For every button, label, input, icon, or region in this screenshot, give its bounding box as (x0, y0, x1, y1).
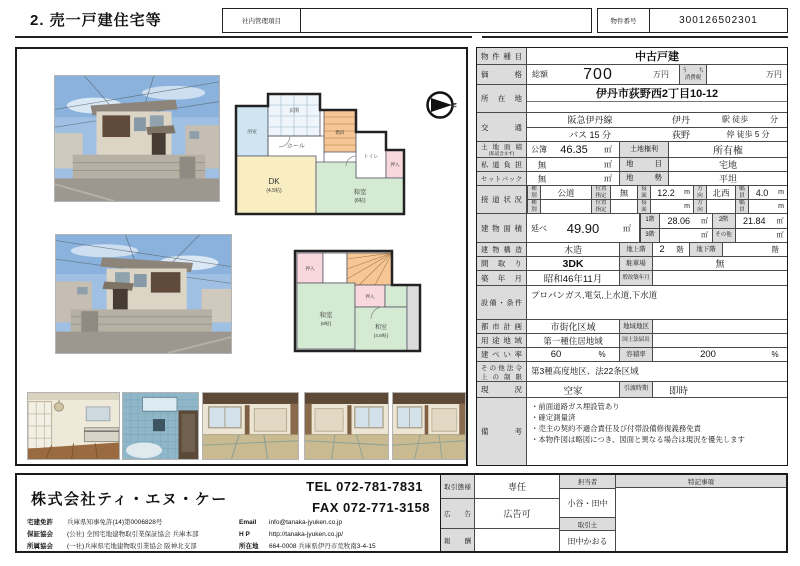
floors-above-value: 2 (659, 244, 665, 255)
building-area-unit: ㎡ (623, 223, 631, 233)
road-kind-label-2: 種別 (527, 200, 541, 213)
remarks-body (527, 398, 787, 465)
shozoku-value: (一社)兵庫県宅地建物取引業協会 阪神北支部 (67, 543, 197, 551)
status-value: 空家 (563, 385, 583, 397)
floor2-unit: ㎡ (776, 217, 784, 225)
floor2-label: 2階 (712, 214, 736, 228)
row-property-type (477, 48, 787, 64)
floor-other-value (736, 229, 774, 243)
row-setback (477, 171, 787, 185)
price-label: 価格 (477, 65, 527, 84)
company-tel: TEL 072-781-7831 (306, 479, 424, 494)
hosho-value: (公社) 全国宅地建物取引業保証協会 兵庫本部 (67, 531, 199, 539)
floor1-label: 1階 (640, 214, 660, 228)
room-label-closet: 押入 (390, 162, 400, 167)
access-station: 伊丹 (671, 115, 690, 126)
other-law-label: その他法令 上の制限 (477, 362, 527, 381)
building-area-nobe: 延べ (531, 223, 547, 233)
road-face-value-2 (651, 200, 681, 213)
property-number-box (597, 8, 788, 33)
road-kind-value: 公道 (557, 187, 575, 198)
company-fax: FAX 072-771-3158 (312, 499, 430, 515)
office-address-value: 664-0008 兵庫県伊丹市荒牧南3-4-15 (269, 543, 376, 551)
room-label-washitsu-45: 和室 (374, 325, 388, 331)
floor3-value (660, 229, 698, 243)
room-label-washitsu-45-size: (4.5帖) (373, 334, 389, 339)
building-area-label: 建物面積 (477, 214, 527, 242)
road-direction-label-2: 方向 (693, 200, 707, 213)
road-width-value-2 (749, 200, 775, 213)
equipment-label: 設備・条件 (477, 286, 527, 319)
floor-other-unit: ㎡ (776, 232, 784, 240)
floor-other-label: その他 (712, 229, 736, 243)
kokudo-label: 国土法届出 (619, 334, 653, 347)
zoning-label: 用途地域 (477, 334, 527, 347)
room-label-bath: 浴室 (247, 130, 257, 135)
row-built-date (477, 270, 787, 285)
land-area-value: 46.35 (560, 143, 588, 156)
floorplan-2f (287, 239, 422, 359)
road-width-value: 4.0 (755, 187, 769, 198)
row-road-contact (477, 185, 787, 213)
land-koubo-label: 公簿 (531, 145, 547, 154)
floor3-label: 3階 (640, 229, 660, 243)
renovation-value (653, 271, 787, 285)
address-line-2 (527, 101, 787, 112)
row-other-law (477, 361, 787, 381)
internal-management-label: 社内管理項目 (223, 9, 301, 32)
property-type-value: 中古戸建 (635, 51, 679, 63)
land-area-unit: ㎡ (604, 145, 612, 154)
email-value: info@tanaka-jyuken.co.jp (269, 519, 343, 526)
license-value: 兵庫県知事免許(14)第0006828号 (67, 519, 163, 526)
deal-type-value: 専任 (507, 482, 526, 492)
road-width-unit-2: m (778, 203, 784, 210)
floor1-value: 28.06 (667, 215, 691, 226)
far-label: 容積率 (619, 348, 653, 361)
setback-value: 無 (537, 173, 547, 184)
row-zoning (477, 333, 787, 347)
land-category-value: 宅地 (718, 160, 737, 170)
header-rule-left (15, 36, 472, 38)
other-law-value: 第3種高度地区、法22条区域 (531, 366, 639, 376)
compass-n-label: N (449, 102, 457, 108)
office-address-label: 所在地 (239, 543, 259, 551)
road-direction-value: 北西 (712, 187, 730, 198)
deal-table (440, 475, 786, 551)
room-label-toilet: トイレ (363, 154, 379, 160)
row-access (477, 112, 787, 141)
floors-above-label: 地上階 (619, 243, 653, 256)
email-label: Email (239, 519, 257, 526)
structure-value: 木造 (563, 245, 582, 255)
row-status (477, 381, 787, 397)
interior-photo-tatami-2 (304, 392, 389, 460)
setback-label: セットバック (477, 172, 527, 185)
status-label: 現況 (477, 382, 527, 397)
road-direction-value-2 (707, 200, 735, 213)
deal-type-label: 取引態様 (441, 475, 475, 498)
fee-label: 報酬 (441, 529, 475, 551)
road-width-label-2: 幅員 (735, 200, 749, 213)
ad-value: 広告可 (503, 509, 531, 519)
row-address (477, 84, 787, 112)
staff-names: 小谷・田中 (560, 488, 615, 517)
interior-photo-bathroom (122, 392, 199, 460)
private-road-blank (557, 158, 597, 171)
private-road-label: 私道負担 (477, 158, 527, 171)
row-structure (477, 242, 787, 256)
private-road-unit: ㎡ (604, 160, 612, 169)
land-area-label: 土地面積 (私道含まず) (477, 142, 527, 157)
far-pct: % (771, 350, 779, 359)
property-number-value: 300126502301 (679, 15, 758, 26)
room-label-entrance: 玄関 (288, 108, 300, 114)
header-rule-right (482, 36, 788, 38)
property-number-label: 物件番号 (598, 9, 650, 32)
road-position-label: 位置指定 (591, 186, 611, 199)
room-label-washitsu: 和室 (353, 189, 367, 196)
far-value: 200 (700, 349, 716, 360)
interior-photo-tatami-3 (392, 392, 466, 460)
room-label-washitsu-6: 和室 (319, 312, 333, 319)
structure-label: 建物構造 (477, 243, 527, 256)
row-layout (477, 256, 787, 270)
land-category-label: 地目 (619, 158, 669, 171)
setback-blank (557, 172, 597, 185)
access-walk-min: 分 (770, 115, 778, 125)
renovation-label: 増改築年月 (619, 271, 653, 285)
interior-photo-tatami-1 (202, 392, 299, 460)
room-label-washitsu-6-size: (6帖) (320, 322, 332, 327)
private-road-value: 無 (537, 159, 547, 170)
row-private-road (477, 157, 787, 171)
remark-line: ・確定測量済 (531, 413, 576, 423)
road-face-unit-2: m (684, 203, 690, 210)
road-position-value-2 (611, 200, 637, 213)
coverage-pct: % (598, 350, 606, 359)
terrain-label: 地勢 (619, 172, 669, 185)
hosho-label: 保証協会 (27, 531, 53, 539)
compass-north-icon (424, 88, 458, 122)
land-right-value: 所有権 (713, 146, 743, 157)
road-kind-label: 種別 (527, 186, 541, 199)
room-label-dk-size: (4.5帖) (266, 188, 282, 194)
company-info (17, 475, 440, 551)
price-tax-value (707, 65, 761, 84)
price-tax-label: うち 消費税 (679, 65, 707, 84)
terrain-value: 平坦 (718, 174, 737, 184)
row-city-plan (477, 319, 787, 333)
city-plan-value: 市街化区域 (550, 322, 596, 332)
staff-column (559, 475, 615, 551)
layout-label: 間取り (477, 257, 527, 270)
equipment-value: プロパンガス,電気,上水道,下水道 (531, 290, 658, 300)
zoning-value: 第一種住居地域 (543, 335, 603, 346)
room-label-closet-1: 押入 (305, 266, 315, 271)
road-width-label: 幅員 (735, 186, 749, 199)
agent-header: 取引士 (560, 517, 615, 530)
remark-line: ・売主の契約不適合責任及び付帯設備修復義務免責 (531, 424, 701, 434)
floor1-unit: ㎡ (701, 217, 708, 225)
road-position-label-2: 位置指定 (591, 200, 611, 213)
access-bus-stop: 荻野 (671, 129, 690, 140)
staff-header: 担当者 (560, 475, 615, 488)
access-bus: バス 15 分 (568, 129, 611, 140)
coverage-label: 建ぺい率 (477, 348, 527, 361)
district-value (653, 320, 787, 333)
road-width-unit: m (778, 189, 784, 196)
room-label-stairs: 階段 (335, 130, 345, 135)
row-equipment (477, 285, 787, 319)
company-name: 株式会社ティ・エヌ・ケー (31, 491, 228, 508)
company-details (27, 517, 376, 553)
shozoku-label: 所属協会 (27, 543, 53, 551)
row-remarks (477, 397, 787, 465)
floor3-unit: ㎡ (701, 232, 708, 240)
interior-photo-kitchen (27, 392, 120, 460)
row-price (477, 64, 787, 84)
coverage-value: 60 (550, 349, 562, 360)
notes-header: 特記事項 (616, 475, 786, 488)
floors-above-unit: 階 (676, 245, 684, 254)
property-type-label: 物件種目 (477, 48, 527, 64)
media-panel (15, 47, 468, 466)
property-detail-table (476, 47, 788, 466)
exterior-photo-1 (54, 75, 220, 202)
room-label-hall: ホール (287, 144, 305, 150)
setback-unit: ㎡ (604, 174, 612, 183)
address-value: 伊丹市荻野西2丁目10-12 (595, 88, 719, 100)
floorplan-1f (232, 90, 407, 218)
parking-label: 駐車場 (619, 257, 653, 270)
fee-value (475, 529, 559, 551)
company-telfax (306, 477, 430, 519)
land-right-label: 土地権利 (619, 142, 669, 157)
hp-label: H P (239, 531, 250, 539)
internal-management-value (301, 9, 591, 32)
district-label: 地域地区 (619, 320, 653, 333)
access-stop-walk: 停 徒歩 5 分 (726, 129, 770, 139)
row-building-area (477, 213, 787, 242)
access-label: 交通 (477, 113, 527, 141)
floors-below-unit: 階 (771, 245, 779, 254)
price-total-label: 総額 (532, 70, 548, 79)
delivery-label: 引渡時期 (619, 382, 653, 397)
remark-line: ・前面道路ガス埋設管あり (531, 402, 620, 411)
road-contact-label: 接道状況 (477, 186, 527, 213)
ad-label: 広告 (441, 499, 475, 528)
page-title: 2. 売一戸建住宅等 (30, 12, 162, 29)
row-coverage (477, 347, 787, 361)
floors-below-label: 地下階 (689, 243, 723, 256)
road-kind-value-2 (541, 200, 591, 213)
parking-value: 無 (715, 259, 725, 269)
road-face-label-2: 接面 (637, 200, 651, 213)
internal-management-box (222, 8, 592, 33)
price-value: 700 (583, 65, 613, 83)
hp-value: http://tanaka-jyuken.co.jp/ (269, 531, 344, 539)
layout-value: 3DK (562, 257, 584, 270)
road-face-label: 接面 (637, 186, 651, 199)
notes-body (616, 488, 786, 551)
road-position-value: 無 (619, 187, 629, 198)
exterior-photo-2 (55, 234, 232, 354)
price-tax-unit: 万円 (766, 70, 782, 79)
license-label: 宅建免許 (27, 519, 53, 526)
row-land-area (477, 141, 787, 157)
access-walk-label: 駅 徒歩 (721, 115, 749, 125)
footer-panel (15, 473, 788, 553)
access-line-name: 阪急伊丹線 (567, 115, 613, 126)
price-unit: 万円 (653, 70, 669, 79)
agent-name: 田中かおる (560, 530, 615, 551)
room-label-washitsu-size: (6帖) (354, 198, 366, 204)
road-face-value: 12.2 (657, 187, 675, 198)
building-area-value: 49.90 (566, 220, 600, 236)
remark-line: ・本物件図は略図につき、図面と異なる場合は現況を優先します (531, 435, 745, 445)
notes-column (615, 475, 786, 551)
kokudo-value (653, 334, 787, 347)
floor2-value: 21.84 (742, 215, 766, 226)
city-plan-label: 都市計画 (477, 320, 527, 333)
address-label: 所在地 (477, 85, 527, 112)
delivery-value: 即時 (669, 385, 689, 397)
built-date-label: 築年月 (477, 271, 527, 285)
built-date-value: 昭和46年11月 (543, 274, 603, 285)
room-label-closet-2: 押入 (365, 294, 375, 299)
room-label-dk: DK (268, 177, 280, 186)
road-face-unit: m (684, 189, 690, 196)
remarks-label: 備考 (477, 398, 527, 465)
road-direction-label: 方向 (693, 186, 707, 199)
